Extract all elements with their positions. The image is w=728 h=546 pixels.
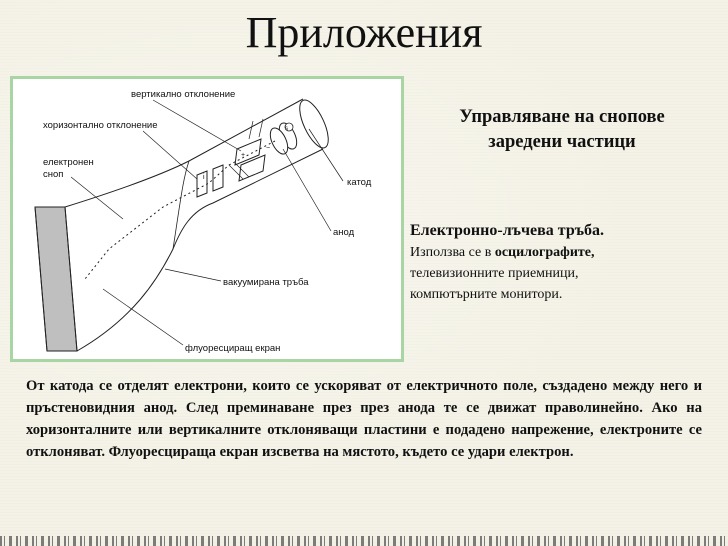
- label-beam-line2: сноп: [43, 169, 64, 180]
- label-fluorescent-screen: флуоресциращ екран: [185, 343, 281, 354]
- section-heading: [396, 105, 728, 155]
- heading-line-1: Управляване на снопове: [459, 107, 665, 127]
- label-beam-line1: електронен: [43, 157, 94, 168]
- explanation-paragraph: От катода се отделят електрони, които се ускоряват от електричното поле, създадено между него и пръстеновидния анод. След преминаване през през анода те се движат праволинейно. Ако на хоризонталните или вертикалните отклоняващи пластини е подадено напрежение, електроните се отклоняват. Флуоресцираща екран изсветва на мястото, където се удари електрон.: [26, 378, 702, 460]
- cathode-symbol: s: [285, 126, 288, 132]
- label-anode: анод: [333, 227, 355, 238]
- tube-neck-end: [294, 96, 334, 152]
- crt-usage-oscilloscopes: осцилографите,: [494, 245, 595, 260]
- label-horizontal-deflection: хоризонтално отклонение: [43, 120, 158, 131]
- crt-usage-line-1: [410, 242, 722, 263]
- electron-beam: [85, 141, 275, 279]
- crt-usage-prefix: Използва се в: [410, 245, 495, 260]
- crt-description: [410, 220, 722, 305]
- tube-top-edge: [65, 99, 303, 207]
- plus-sign: +: [241, 152, 246, 159]
- crt-usage-line-3: компютърните монитори.: [410, 287, 563, 302]
- slide-title: Приложения: [245, 8, 483, 57]
- minus-sign: −: [266, 145, 271, 152]
- label-vertical-deflection: вертикално отклонение: [131, 89, 236, 100]
- label-vacuum-tube: вакуумирана тръба: [223, 277, 309, 288]
- plate-i-mark: i: [203, 174, 205, 181]
- crt-title: Електронно-лъчева тръба.: [410, 222, 605, 239]
- crt-usage-line-2: телевизионните приемници,: [410, 266, 579, 281]
- crt-diagram-frame: [10, 76, 404, 362]
- crt-diagram: [13, 79, 401, 359]
- horizontal-plate-left: [197, 171, 207, 197]
- footer-decoration: [0, 536, 728, 546]
- label-cathode: катод: [347, 177, 372, 188]
- heading-line-2: заредени частици: [488, 132, 636, 152]
